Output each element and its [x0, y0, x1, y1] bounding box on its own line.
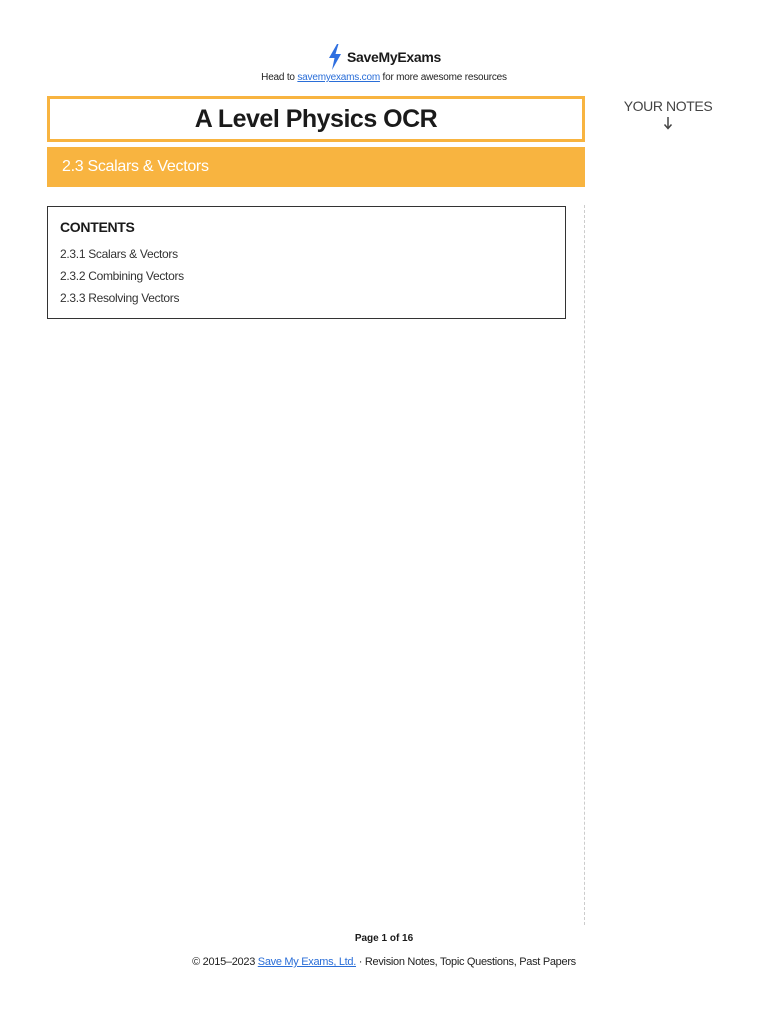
tagline-prefix: Head to — [261, 72, 298, 83]
page-number: Page 1 of 16 — [354, 933, 414, 944]
brand-name: SaveMyExams — [347, 49, 441, 65]
arrow-down-icon — [663, 116, 673, 130]
tagline-link[interactable]: savemyexams.com — [297, 72, 380, 83]
section-title: 2.3 Scalars & Vectors — [62, 158, 209, 175]
contents-heading: CONTENTS — [60, 219, 135, 235]
contents-item[interactable]: 2.3.3 Resolving Vectors — [60, 291, 180, 305]
notes-column-divider — [584, 205, 585, 925]
contents-item[interactable]: 2.3.2 Combining Vectors — [60, 269, 184, 283]
copyright-footer — [0, 956, 768, 968]
section-banner — [47, 147, 585, 187]
tagline — [0, 72, 768, 83]
copyright-suffix: · Revision Notes, Topic Questions, Past Papers — [356, 956, 576, 968]
your-notes-label: YOUR NOTES — [623, 98, 713, 114]
contents-item[interactable]: 2.3.1 Scalars & Vectors — [60, 247, 178, 261]
contents-list — [60, 243, 184, 309]
brand-logo[interactable] — [0, 44, 768, 70]
copyright-prefix: © 2015–2023 — [192, 956, 258, 968]
document-title-box — [47, 96, 585, 142]
tagline-suffix: for more awesome resources — [379, 72, 507, 83]
lightning-bolt-icon — [327, 44, 343, 70]
table-of-contents — [47, 206, 566, 319]
document-title: A Level Physics OCR — [194, 104, 438, 133]
your-notes-header — [610, 98, 726, 130]
copyright-link[interactable]: Save My Exams, Ltd. — [257, 956, 357, 968]
